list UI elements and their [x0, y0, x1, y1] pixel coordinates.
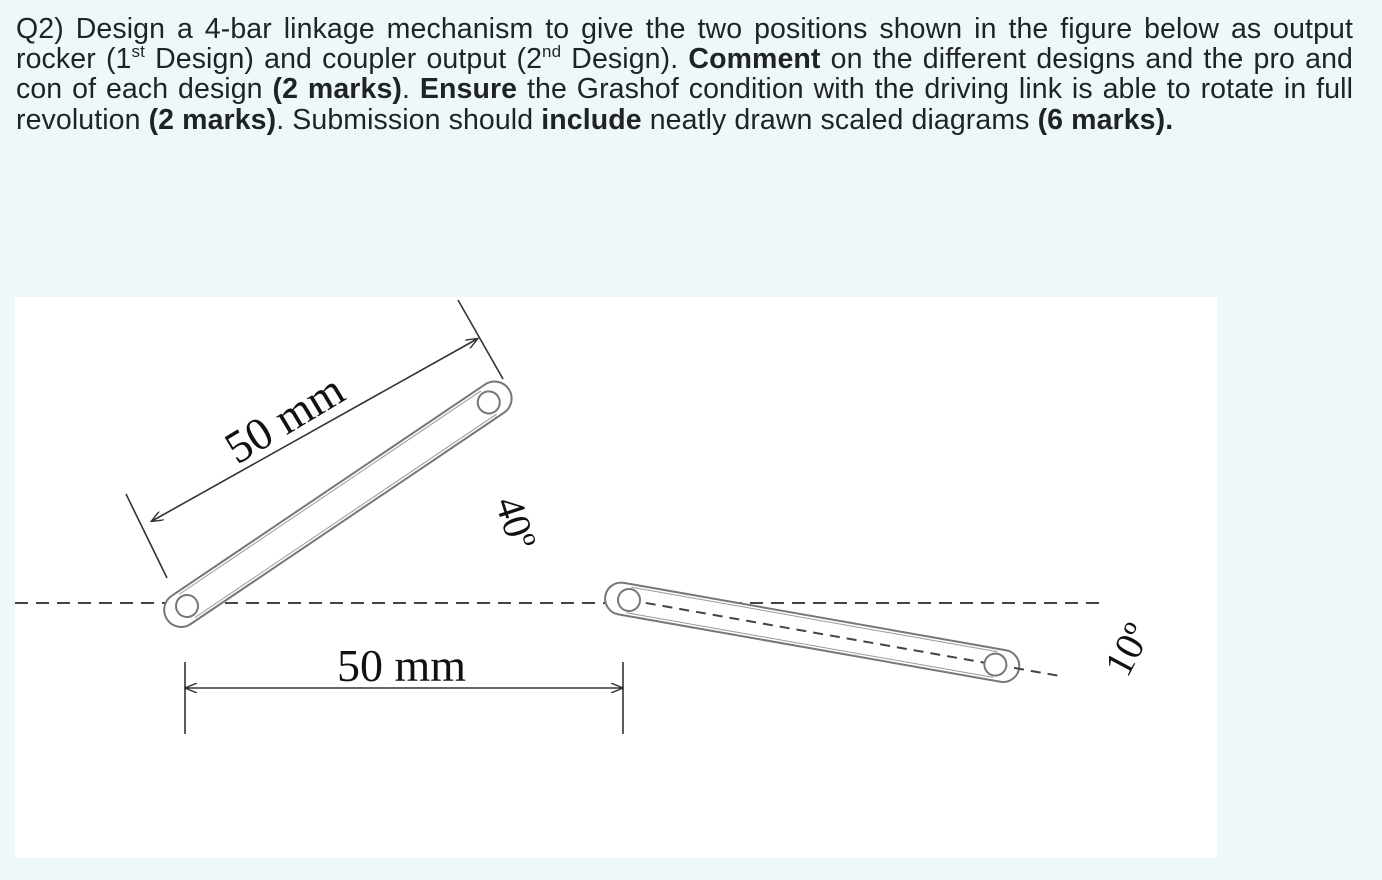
distance-label: 50 mm	[337, 640, 467, 691]
bold-marks-3: (6 marks).	[1037, 103, 1174, 136]
question-text-part: neatly drawn scaled diagrams	[641, 103, 1038, 136]
linkage-diagram	[15, 297, 1217, 858]
linkage-figure	[15, 297, 1217, 858]
question-text-part: Design) and coupler output (2	[144, 43, 543, 76]
question-text	[16, 14, 1353, 135]
extension-line	[458, 300, 503, 379]
question-text-part: . Submission should	[276, 103, 542, 136]
superscript-nd: nd	[542, 42, 562, 62]
extension-line	[126, 494, 167, 578]
bold-marks-1: (2 marks)	[272, 73, 402, 106]
question-text-part: the Grashof condition with the driving link is able to rotate in full revolution	[16, 73, 1354, 136]
bold-marks-2: (2 marks)	[148, 103, 277, 136]
superscript-st: st	[131, 42, 145, 62]
angle-10-label: 10º	[1095, 615, 1160, 684]
link-length-label: 50 mm	[215, 363, 353, 474]
bold-comment: Comment	[688, 43, 821, 76]
bold-ensure: Ensure	[419, 73, 518, 106]
question-text-part: Design).	[561, 43, 689, 76]
link-10deg	[603, 580, 1066, 692]
question-text-part: .	[402, 73, 420, 106]
question-text-part: Q2) Design a 4-bar linkage mechanism to give the two positions shown in the figure below as output rocker (1	[16, 13, 1353, 76]
angle-40-label: 40º	[486, 490, 546, 555]
bold-include: include	[541, 103, 642, 136]
question-text-part: on the different designs and the pro and con of each design	[16, 43, 1354, 106]
